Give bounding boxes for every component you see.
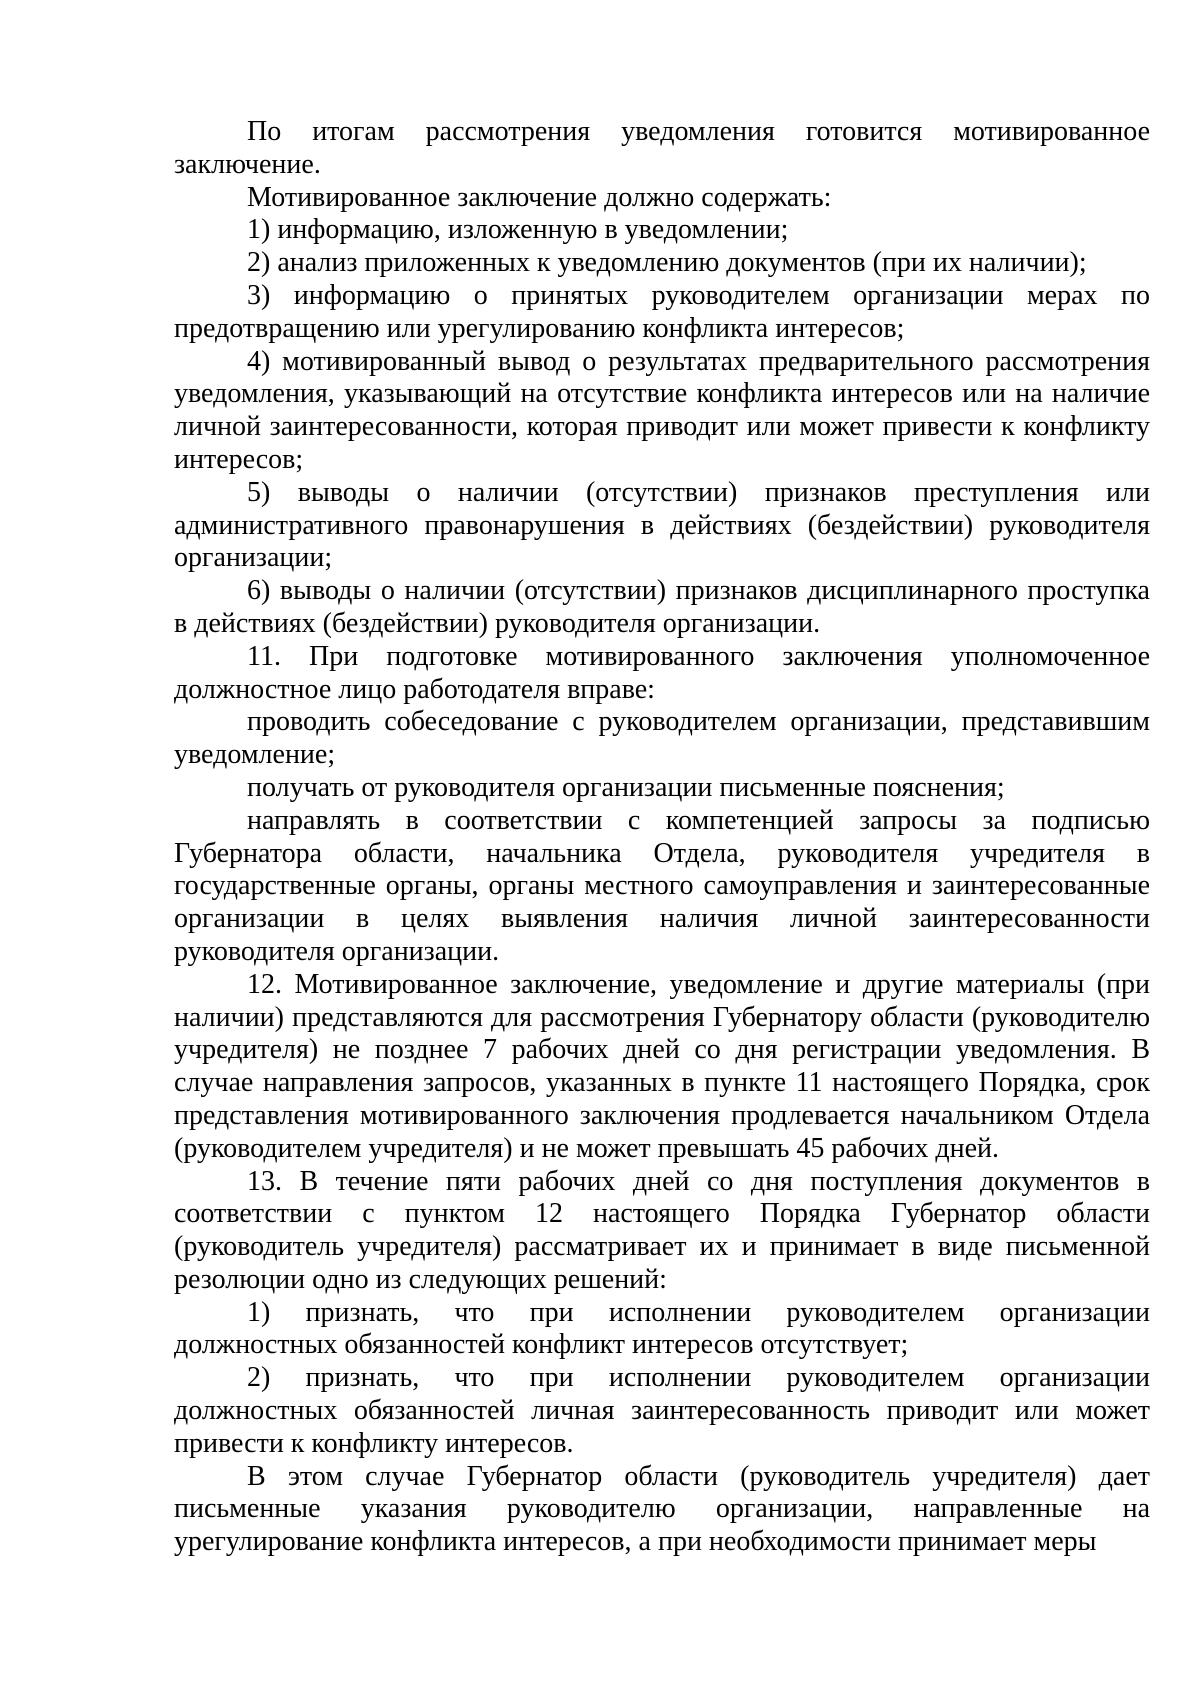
list-item-3-measures: 3) информацию о принятых руководителем организации мерах по предотвращению или урегулированию конфликта интересов; (174, 279, 1150, 344)
list-item-5-crime-signs: 5) выводы о наличии (отсутствии) признаков преступления или административного правонарушения в действиях (бездействии) руководителя организации; (174, 476, 1150, 574)
paragraph-conclusion-contents: Мотивированное заключение должно содержать: (247, 181, 832, 213)
document-body (174, 116, 1150, 1559)
section-11-interview: проводить собеседование с руководителем организации, представившим уведомление; (174, 706, 1150, 771)
section-11: 11. При подготовке мотивированного заключения уполномоченное должностное лицо работодателя вправе: (174, 640, 1150, 705)
section-12: 12. Мотивированное заключение, уведомление и другие материалы (при наличии) представляются для рассмотрения Губернатору области (руководителю учредителя) не позднее 7 рабочих дней со дня регистрации уведомления. В случае направления запросов, указанных в пункте 11 настоящего Порядка, срок представления мотивированного заключения продлевается начальником Отдела (руководителем учредителя) и не может превышать 45 рабочих дней. (174, 968, 1150, 1164)
section-13-decision-1: 1) признать, что при исполнении руководителем организации должностных обязанностей конфликт интересов отсутствует; (174, 1296, 1150, 1361)
paragraph-conclusion-prepared: По итогам рассмотрения уведомления готовится мотивированное заключение. (174, 116, 1150, 180)
section-11-explanations: получать от руководителя организации письменные пояснения; (247, 771, 1005, 803)
section-13: 13. В течение пяти рабочих дней со дня поступления документов в соответствии с пунктом 12 настоящего Порядка Губернатор области (руководитель учредителя) рассматривает их и принимает в виде письменной резолюции одно из следующих решений: (174, 1165, 1150, 1295)
section-13-instructions: В этом случае Губернатор области (руководитель учредителя) дает письменные указания руководителю организации, направленные на урегулирование конфликта интересов, а при необходимости принимает меры (174, 1460, 1150, 1558)
list-item-2-analysis: 2) анализ приложенных к уведомлению документов (при их наличии); (247, 247, 1087, 279)
list-item-1-information: 1) информацию, изложенную в уведомлении; (247, 214, 789, 246)
list-item-4-conclusion: 4) мотивированный вывод о результатах предварительного рассмотрения уведомления, указывающий на отсутствие конфликта интересов или на наличие личной заинтересованности, которая приводит или может привести к конфликту интересов; (174, 345, 1150, 475)
section-13-decision-2: 2) признать, что при исполнении руководителем организации должностных обязанностей личная заинтересованность приводит или может привести к конфликту интересов. (174, 1362, 1150, 1459)
section-11-requests: направлять в соответствии с компетенцией запросы за подписью Губернатора области, начальника Отдела, руководителя учредителя в государственные органы, органы местного самоуправления и заинтересованные организации в целях выявления наличия личной заинтересованности руководителя организации. (174, 804, 1150, 967)
list-item-6-disciplinary-signs: 6) выводы о наличии (отсутствии) признаков дисциплинарного проступка в действиях (бездействии) руководителя организации. (174, 575, 1150, 639)
